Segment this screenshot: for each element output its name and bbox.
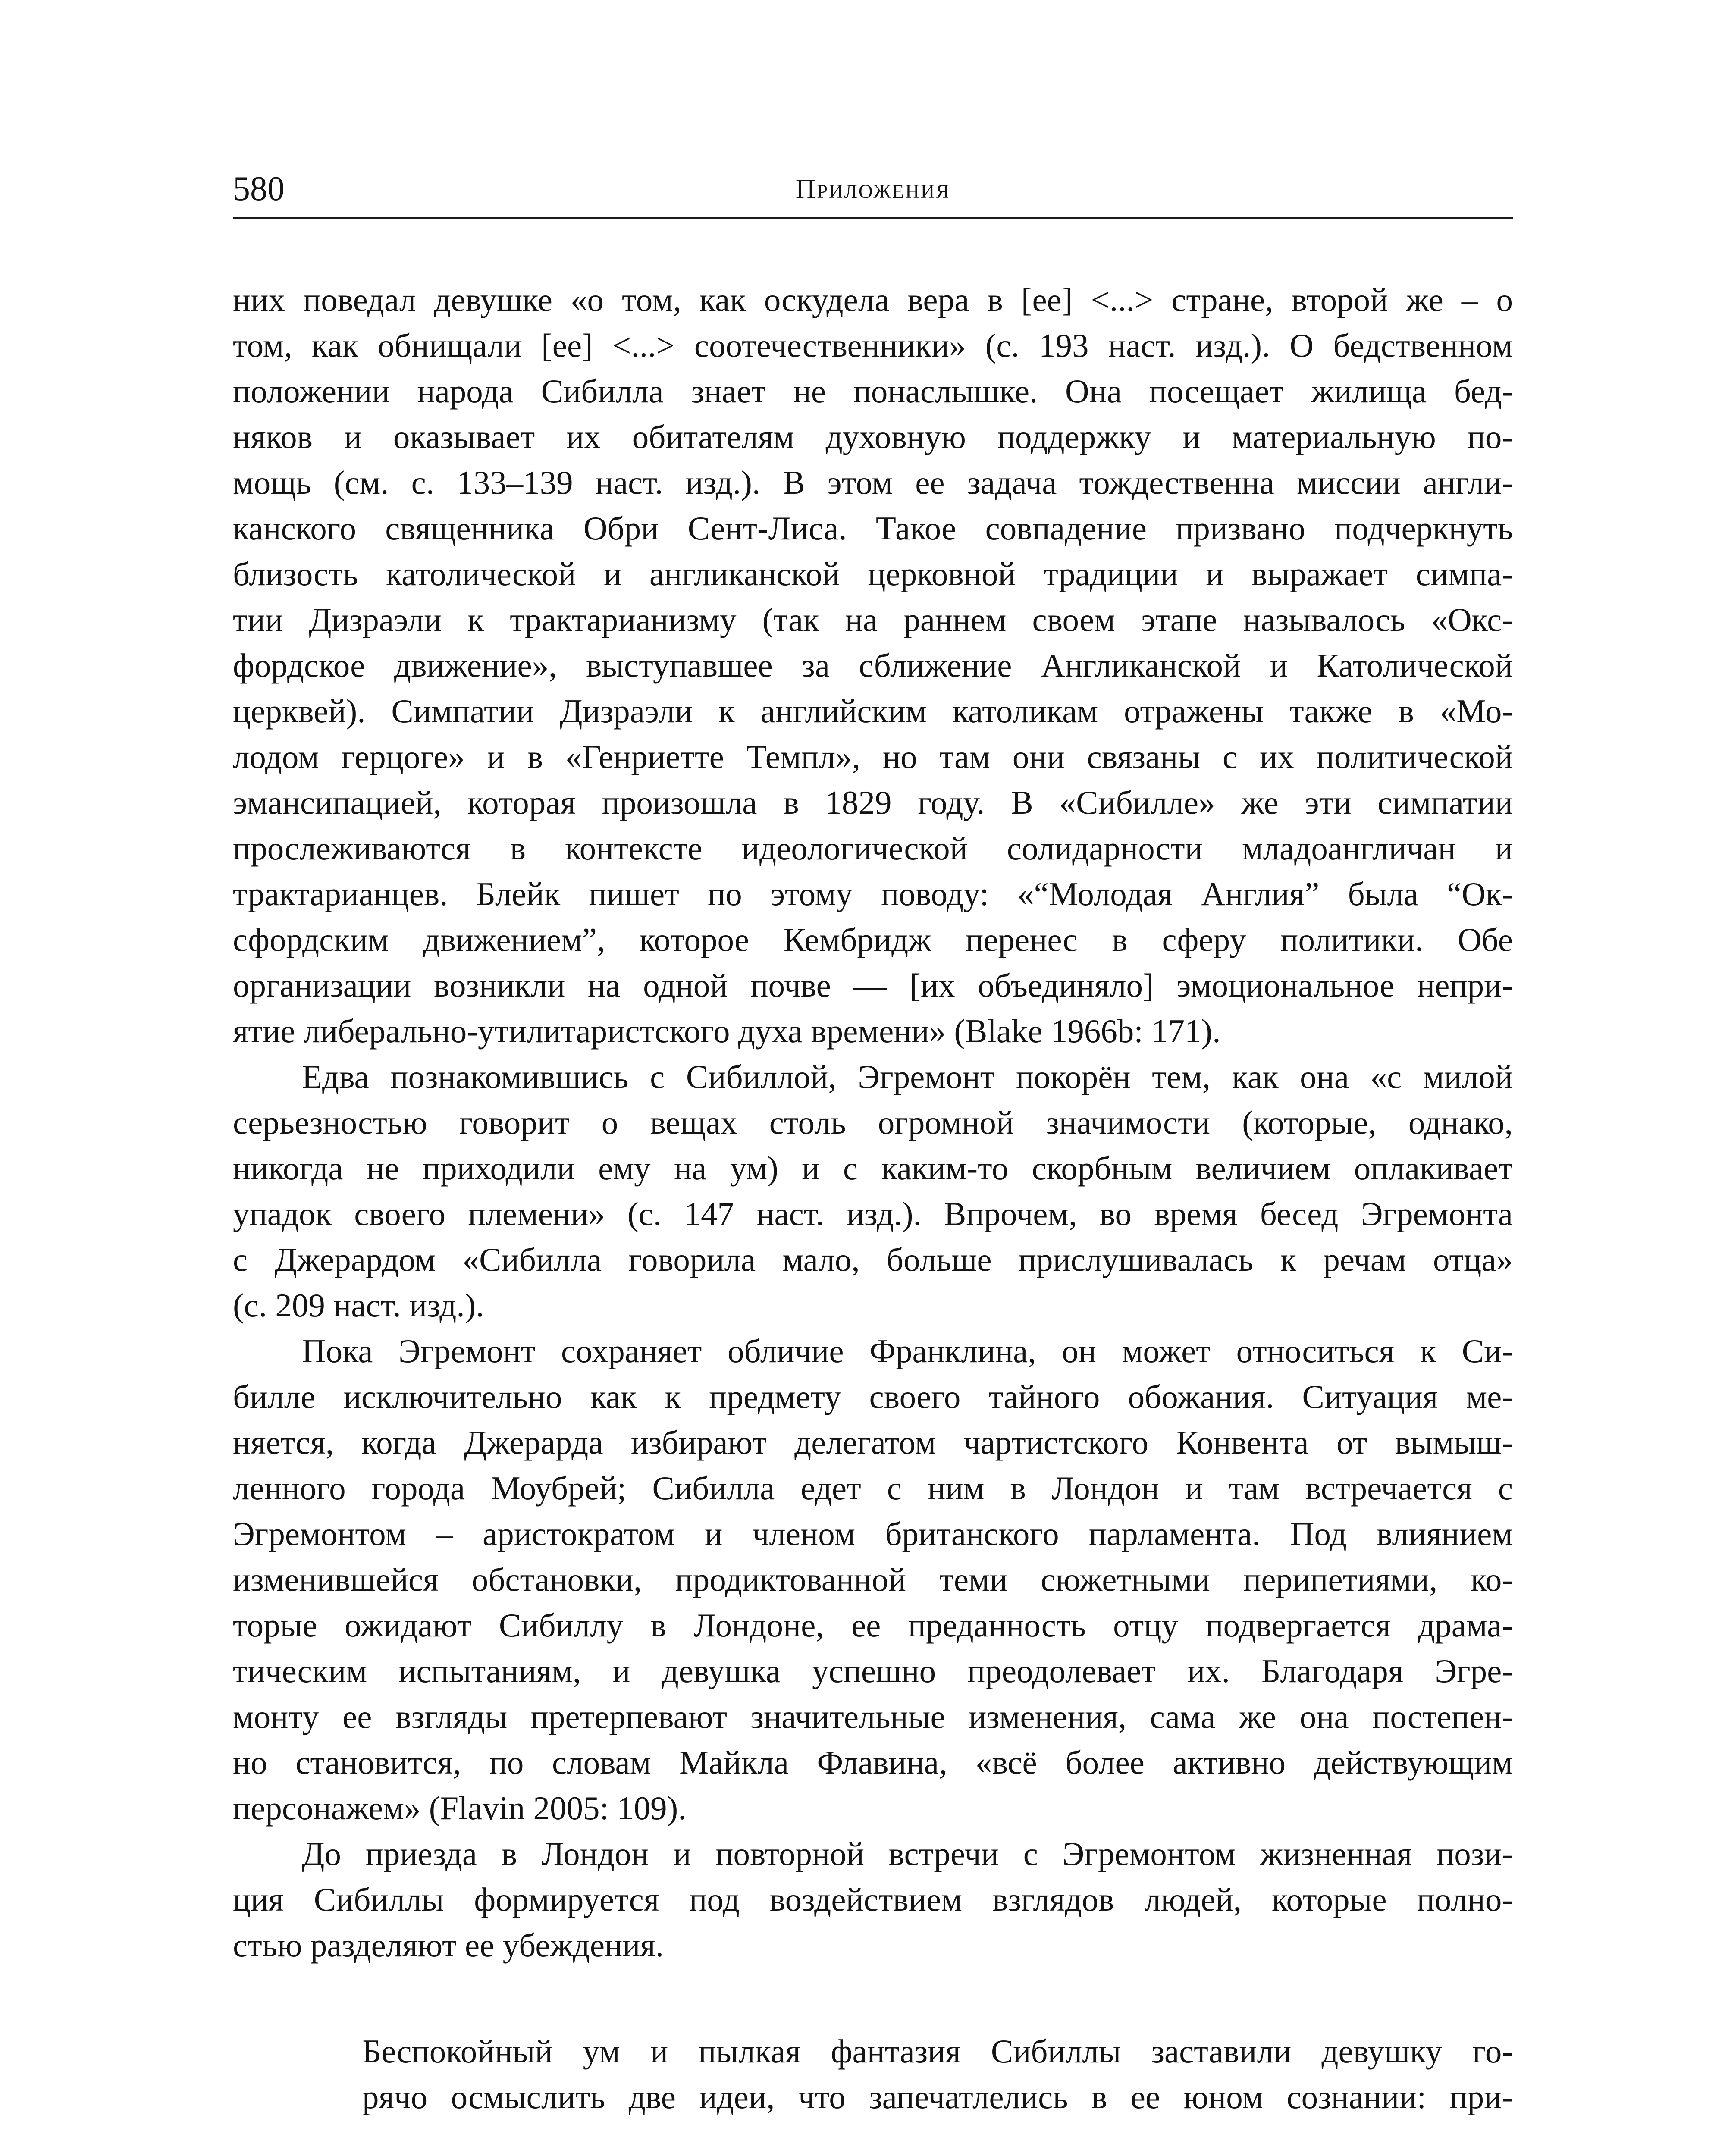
text-line: церквей). Симпатии Дизраэли к английским католикам отражены также в «Мо- [233,693,1513,730]
text-line: тии Дизраэли к трактарианизму (так на раннем своем этапе называлось «Окс- [233,601,1513,638]
page-number: 580 [233,170,285,208]
text-line: упадок своего племени» (с. 147 наст. изд.). Впрочем, во время бесед Эгремонта [233,1195,1513,1232]
text-line: организации возникли на одной почве — [их объединяло] эмоциональное непри- [233,967,1513,1004]
text-line: няется, когда Джерарда избирают делегатом чартистского Конвента от вымыш- [233,1424,1513,1461]
text-line: сфордским движением”, которое Кембридж перенес в сферу политики. Обе [233,921,1513,958]
text-line: с Джерардом «Сибилла говорила мало, больше прислушивалась к речам отца» [233,1241,1513,1278]
text-line: (с. 209 наст. изд.). [233,1287,484,1324]
text-line: них поведал девушке «о том, как оскудела вера в [ее] <...> стране, второй же – о [233,281,1513,318]
text-line: лодом герцоге» и в «Генриетте Темпл», но там они связаны с их политической [233,738,1513,775]
body-text [233,277,1513,2120]
text-line: серьезностью говорит о вещах столь огромной значимости (которые, однако, [233,1104,1513,1141]
text-line: фордское движение», выступавшее за сближение Англиканской и Католической [233,647,1513,684]
text-line: положении народа Сибилла знает не понаслышке. Она посещает жилища бед- [233,373,1513,410]
page-header [233,167,1513,210]
text-line: няков и оказывает их обитателям духовную поддержку и материальную по- [233,418,1513,455]
text-line: монту ее взгляды претерпевают значительные изменения, сама же она постепен- [233,1698,1513,1735]
block-quote-line: Беспокойный ум и пылкая фантазия Сибиллы заставили девушку го- [362,2033,1513,2070]
header-rule [233,217,1513,219]
paragraph-first-line: До приезда в Лондон и повторной встречи с Эгремонтом жизненная пози- [302,1835,1513,1872]
text-line: персонажем» (Flavin 2005: 109). [233,1789,687,1827]
text-line: изменившейся обстановки, продиктованной теми сюжетными перипетиями, ко- [233,1561,1513,1598]
text-line: том, как обнищали [ее] <...> соотечественники» (с. 193 наст. изд.). О бедственном [233,327,1513,364]
text-line: канского священника Обри Сент-Лиса. Такое совпадение призвано подчеркнуть [233,510,1513,547]
running-head: Приложения [795,173,950,204]
paragraph-first-line: Едва познакомившись с Сибиллой, Эгремонт покорён тем, как она «с милой [302,1058,1513,1095]
paragraph-first-line: Пока Эгремонт сохраняет обличие Франклина, он может относиться к Си- [302,1332,1513,1369]
text-line: близость католической и англиканской церковной традиции и выражает симпа- [233,555,1513,592]
text-line: ятие либерально-утилитаристского духа времени» (Blake 1966b: 171). [233,1012,1221,1050]
text-line: стью разделяют ее убеждения. [233,1927,664,1964]
text-line: никогда не приходили ему на ум) и с каким-то скорбным величием оплакивает [233,1150,1513,1187]
text-line: трактарианцев. Блейк пишет по этому поводу: «“Молодая Англия” была “Ок- [233,875,1513,912]
text-line: торые ожидают Сибиллу в Лондоне, ее преданность отцу подвергается драма- [233,1607,1513,1644]
text-line: ция Сибиллы формируется под воздействием взглядов людей, которые полно- [233,1881,1513,1918]
text-line: мощь (см. с. 133–139 наст. изд.). В этом ее задача тождественна миссии англи- [233,464,1513,501]
block-quote-line: рячо осмыслить две идеи, что запечатлелись в ее юном сознании: при- [362,2078,1513,2115]
text-line: ленного города Моубрей; Сибилла едет с ним в Лондон и там встречается с [233,1470,1513,1507]
text-line: прослеживаются в контексте идеологической солидарности младоангличан и [233,830,1513,867]
text-line: тическим испытаниям, и девушка успешно преодолевает их. Благодаря Эгре- [233,1652,1513,1689]
block-quote-spacer [233,1968,1513,2028]
text-line: эмансипацией, которая произошла в 1829 году. В «Сибилле» же эти симпатии [233,784,1513,821]
text-line: Эгремонтом – аристократом и членом британского парламента. Под влиянием [233,1515,1513,1552]
text-line: билле исключительно как к предмету своего тайного обожания. Ситуация ме- [233,1378,1513,1415]
text-line: но становится, по словам Майкла Флавина, «всё более активно действующим [233,1744,1513,1781]
